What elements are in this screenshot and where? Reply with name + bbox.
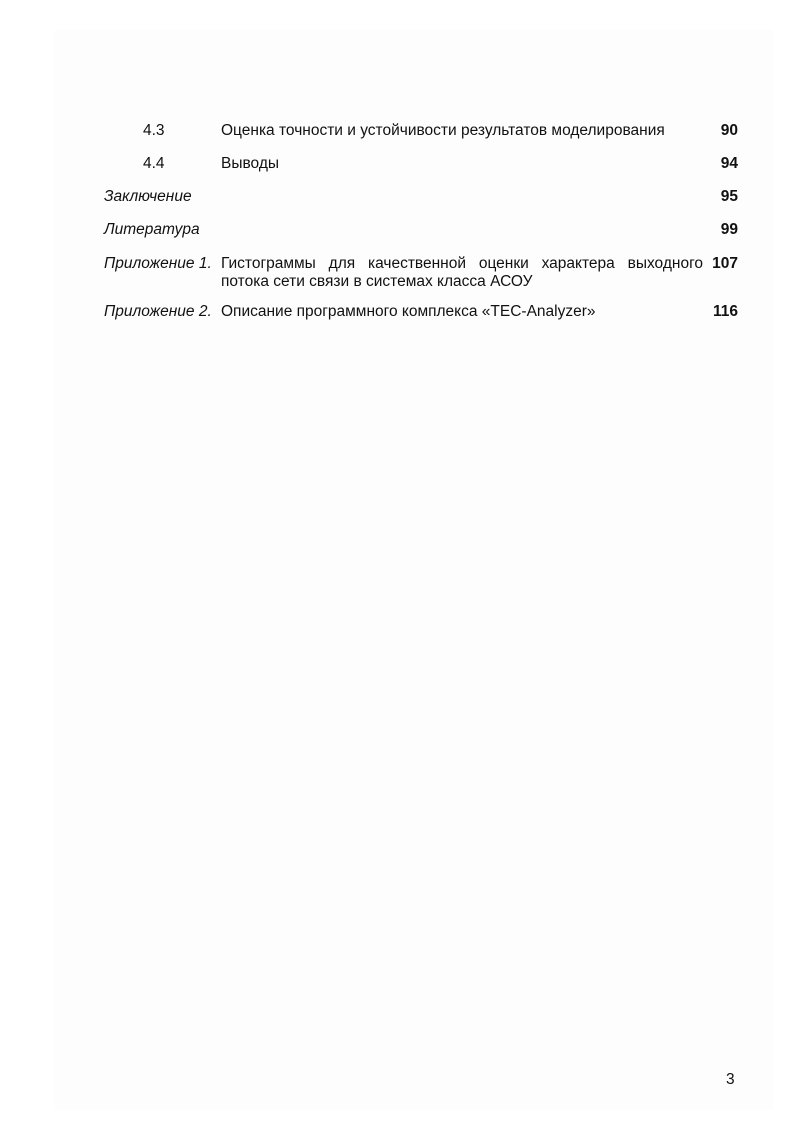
toc-entry-title: Выводы — [221, 155, 280, 172]
toc-entry-page: 94 — [720, 155, 738, 172]
toc-entry-title: Оценка точности и устойчивости результатов моделирования — [221, 122, 665, 139]
toc-entry-title: Гистограммы для качественной оценки характера выходного потока сети связи в системах класса АСОУ — [221, 255, 703, 290]
toc-entry-label: Заключение — [104, 188, 192, 205]
toc-entry-number: 4.4 — [143, 155, 165, 172]
toc-entry-label: Приложение 1. — [104, 255, 212, 272]
toc-entry-number: 4.3 — [143, 122, 165, 139]
toc-entry-page: 95 — [720, 188, 738, 205]
toc-entry-label: Литература — [104, 221, 200, 238]
toc-entry-label: Приложение 2. — [104, 303, 212, 320]
toc-entry-title: Описание программного комплекса «TEC-Analyzer» — [221, 303, 596, 320]
toc-entry-page: 116 — [712, 303, 738, 320]
page-number: 3 — [726, 1071, 735, 1088]
toc-entry-page: 99 — [720, 221, 738, 238]
toc-entry-page: 107 — [712, 255, 738, 272]
toc-entry-page: 90 — [720, 122, 738, 139]
